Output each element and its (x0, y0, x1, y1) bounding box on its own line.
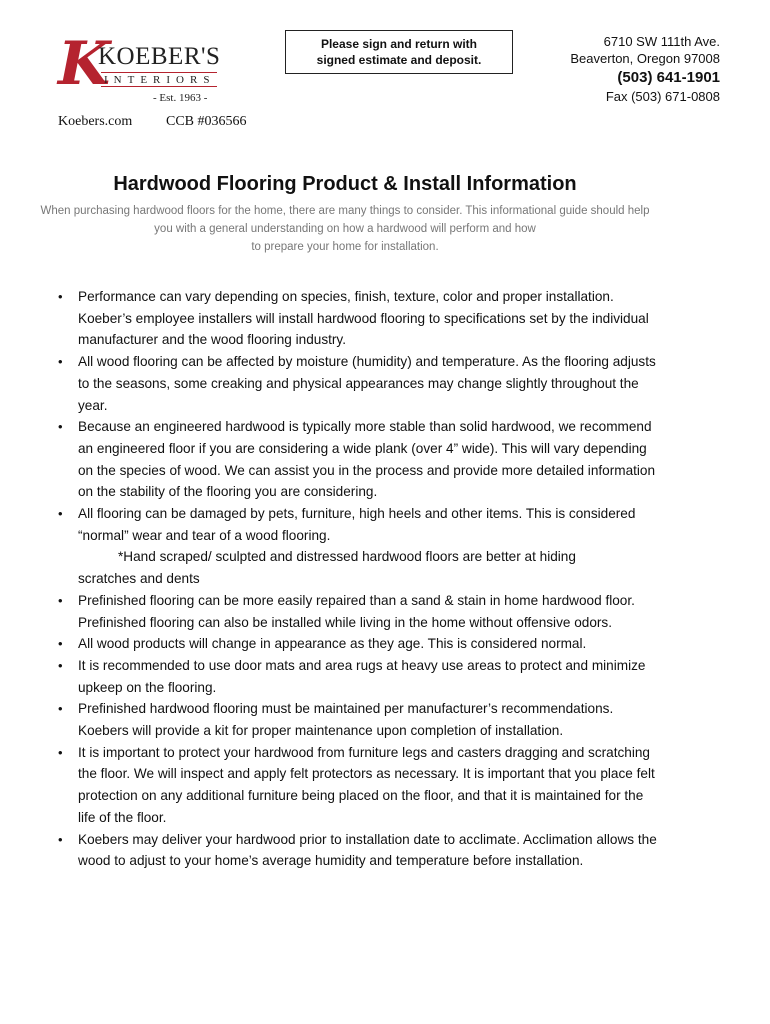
bullet-text: Because an engineered hardwood is typically more stable than solid hardwood, we recommend an engineered floor if you are considering a wide plank (over 4” wide). This will vary depending on the species of wood. We can assist you in the process and provide more detailed information on the stability of the flooring you are considering. (78, 419, 656, 500)
hand-scraped-note: *Hand scraped/ sculpted and distressed hardwood floors are better at hiding (118, 549, 576, 565)
bullet-text: Prefinished hardwood flooring must be maintained per manufacturer’s recommendations. Koebers will provide a kit for proper maintenance upon completion of installation. (78, 701, 614, 739)
list-item (58, 633, 663, 655)
bullet-icon: • (58, 354, 63, 370)
intro-line-3: to prepare your home for installation. (251, 241, 439, 253)
address-city: Beaverton, Oregon 97008 (570, 51, 720, 66)
bullet-icon: • (58, 831, 63, 847)
list-item (58, 698, 663, 741)
bullet-text: Prefinished flooring can be more easily repaired than a sand & stain in home hardwood floor. Prefinished flooring can also be installed while living in the home without offensive odors. (78, 592, 635, 630)
info-bullet-list (58, 286, 663, 872)
page-title: Hardwood Flooring Product & Install Information (113, 173, 577, 195)
list-item (58, 286, 663, 351)
bullet-text: All wood products will change in appearance as they age. This is considered normal. (78, 636, 587, 652)
list-item (58, 590, 663, 633)
list-item (58, 742, 663, 829)
bullet-text: All wood flooring can be affected by moisture (humidity) and temperature. As the flooring adjusts to the seasons, some creaking and physical appearances may change slightly throughout the year. (78, 354, 656, 413)
bullet-icon: • (58, 592, 63, 608)
intro-line-1: When purchasing hardwood floors for the home, there are many things to consider. This informational guide should help (40, 205, 650, 217)
logo-mark: K (58, 29, 111, 99)
bullet-icon: • (58, 701, 63, 717)
notice-line-1: Please sign and return with (320, 37, 478, 51)
intro-paragraph (20, 202, 670, 256)
bullet-icon: • (58, 419, 63, 435)
bullet-icon: • (58, 506, 63, 522)
sign-return-notice (285, 30, 513, 74)
bullet-text: Koebers may deliver your hardwood prior to installation date to acclimate. Acclimation allows the wood to adjust to your home’s average humidity and temperature before installation. (78, 831, 657, 869)
bullet-icon: • (58, 657, 63, 673)
list-item (58, 351, 663, 416)
address-fax: Fax (503) 671-0808 (605, 89, 720, 104)
notice-line-2: signed estimate and deposit. (316, 53, 482, 67)
hand-scraped-note-continued: scratches and dents (78, 571, 200, 587)
company-address (570, 33, 720, 105)
bullet-icon: • (58, 636, 63, 652)
bullet-text: Performance can vary depending on species, finish, texture, color and proper installation. Koeber’s employee installers will install hardwood flooring to specifications set by the individual manufacturer and the wood flooring industry. (78, 289, 649, 348)
list-item (58, 503, 663, 590)
bullet-icon: • (58, 744, 63, 760)
list-item (58, 416, 663, 503)
bullet-text: It is important to protect your hardwood from furniture legs and casters dragging and scratching the floor. We will inspect and apply felt protectors as necessary. It is important that you place felt protection on any additional furniture being placed on the floor, and that it is maintained for the life of the floor. (78, 744, 655, 825)
list-item (58, 829, 663, 872)
ccb-number: CCB #036566 (166, 114, 247, 129)
address-phone: (503) 641-1901 (617, 69, 720, 86)
bullet-text: All flooring can be damaged by pets, furniture, high heels and other items. This is considered “normal” wear and tear of a wood flooring. (78, 506, 636, 543)
logo-name: KOEBER'S (98, 43, 221, 70)
logo-established: - Est. 1963 - (153, 92, 208, 104)
logo-subtitle: INTERIORS (101, 72, 217, 87)
address-street: 6710 SW 111th Ave. (603, 34, 720, 49)
bullet-text: It is recommended to use door mats and area rugs at heavy use areas to protect and minimize upkeep on the flooring. (78, 657, 646, 695)
intro-line-2: you with a general understanding on how a hardwood will perform and how (154, 223, 536, 235)
bullet-icon: • (58, 289, 63, 304)
website-text: Koebers.com (58, 114, 133, 129)
list-item (58, 655, 663, 698)
